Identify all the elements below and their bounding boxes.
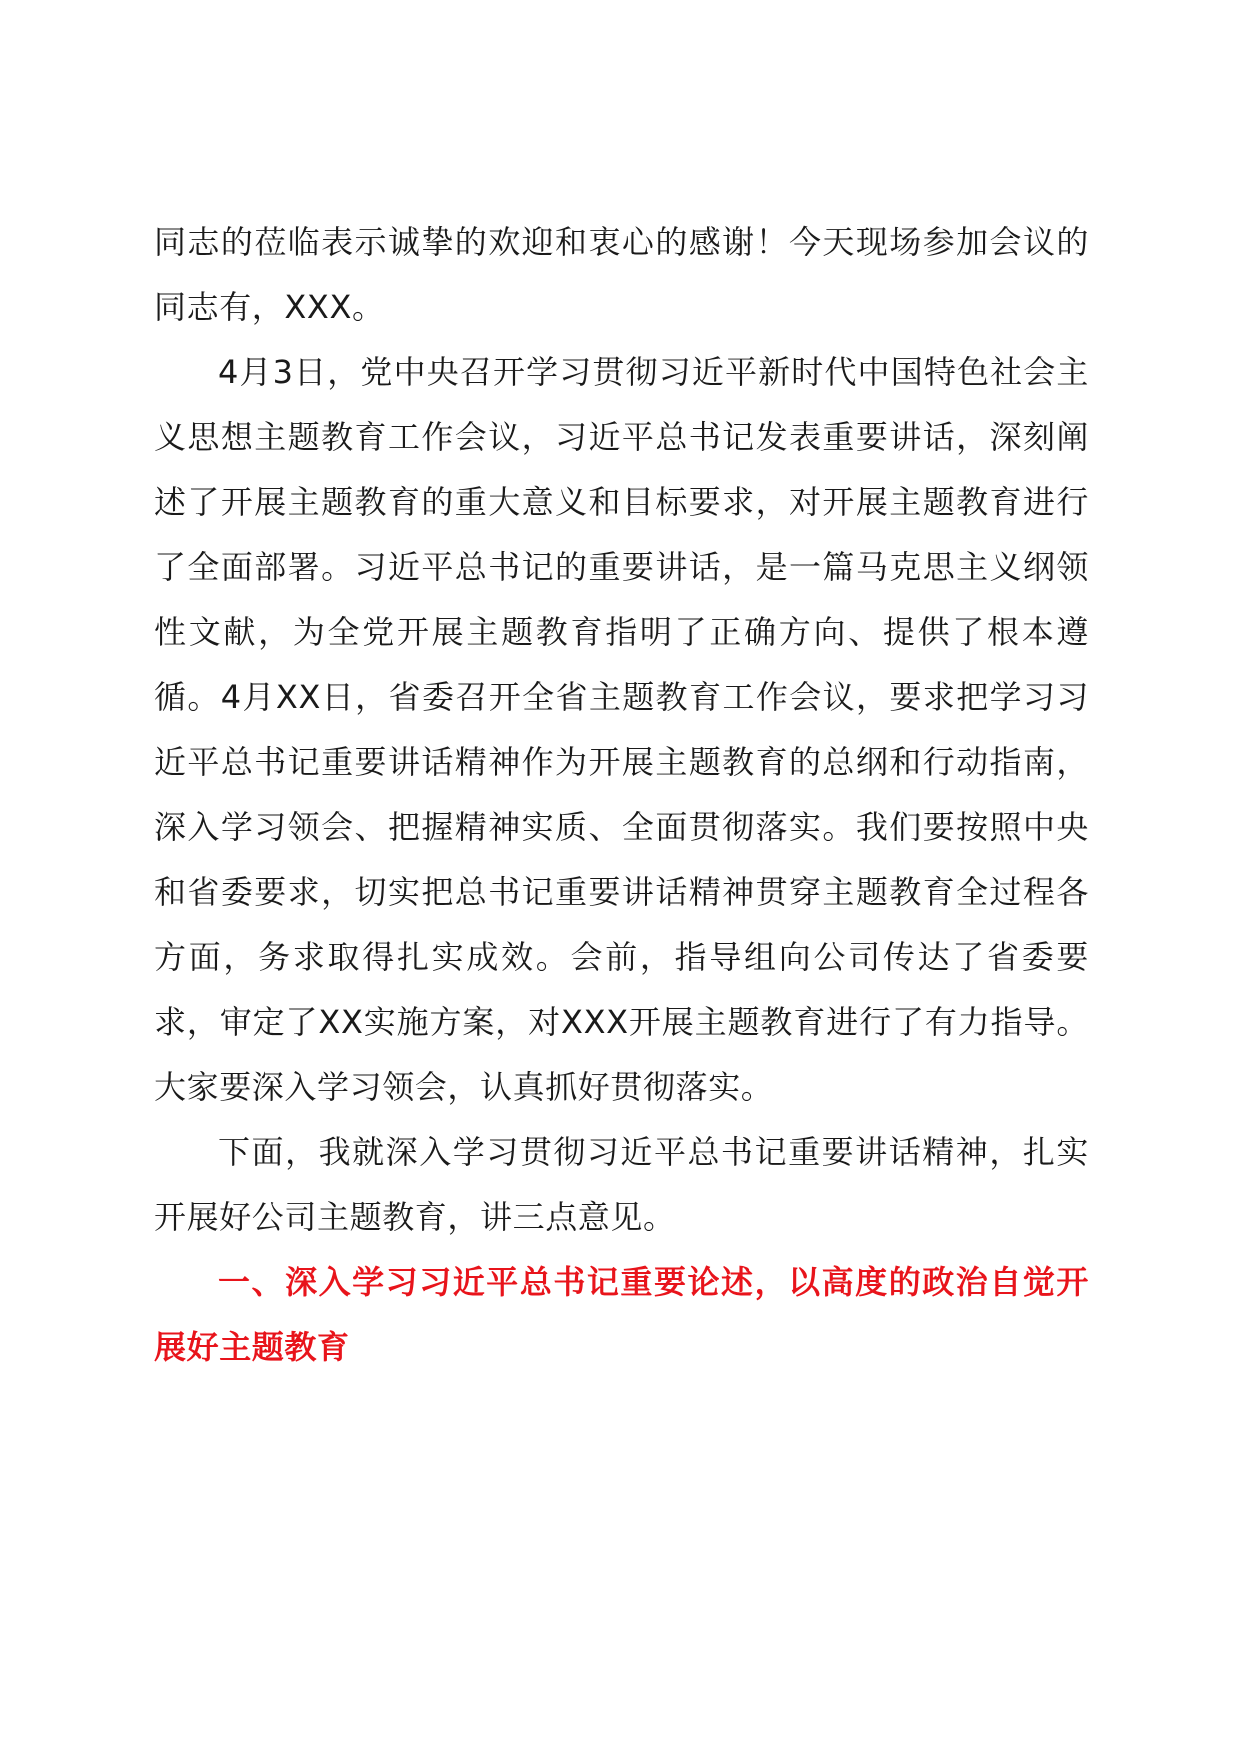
- document-body: [154, 210, 1089, 1380]
- paragraph-three-points-intro: 下面，我就深入学习贯彻习近平总书记重要讲话精神，扎实开展好公司主题教育，讲三点意见。: [154, 1133, 1089, 1236]
- section-heading-one: 一、深入学习习近平总书记重要论述，以高度的政治自觉开展好主题教育: [154, 1263, 1089, 1366]
- paragraph-welcome: 同志的莅临表示诚挚的欢迎和衷心的感谢！今天现场参加会议的同志有，XXX。: [154, 223, 1089, 326]
- paragraph-meeting-background: 4月3日，党中央召开学习贯彻习近平新时代中国特色社会主义思想主题教育工作会议，习近平总书记发表重要讲话，深刻阐述了开展主题教育的重大意义和目标要求，对开展主题教育进行了全面部署。习近平总书记的重要讲话，是一篇马克思主义纲领性文献，为全党开展主题教育指明了正确方向、提供了根本遵循。4月XX日，省委召开全省主题教育工作会议，要求把学习习近平总书记重要讲话精神作为开展主题教育的总纲和行动指南，深入学习领会、把握精神实质、全面贯彻落实。我们要按照中央和省委要求，切实把总书记重要讲话精神贯穿主题教育全过程各方面，务求取得扎实成效。会前，指导组向公司传达了省委要求，审定了XX实施方案，对XXX开展主题教育进行了有力指导。大家要深入学习领会，认真抓好贯彻落实。: [154, 353, 1089, 1106]
